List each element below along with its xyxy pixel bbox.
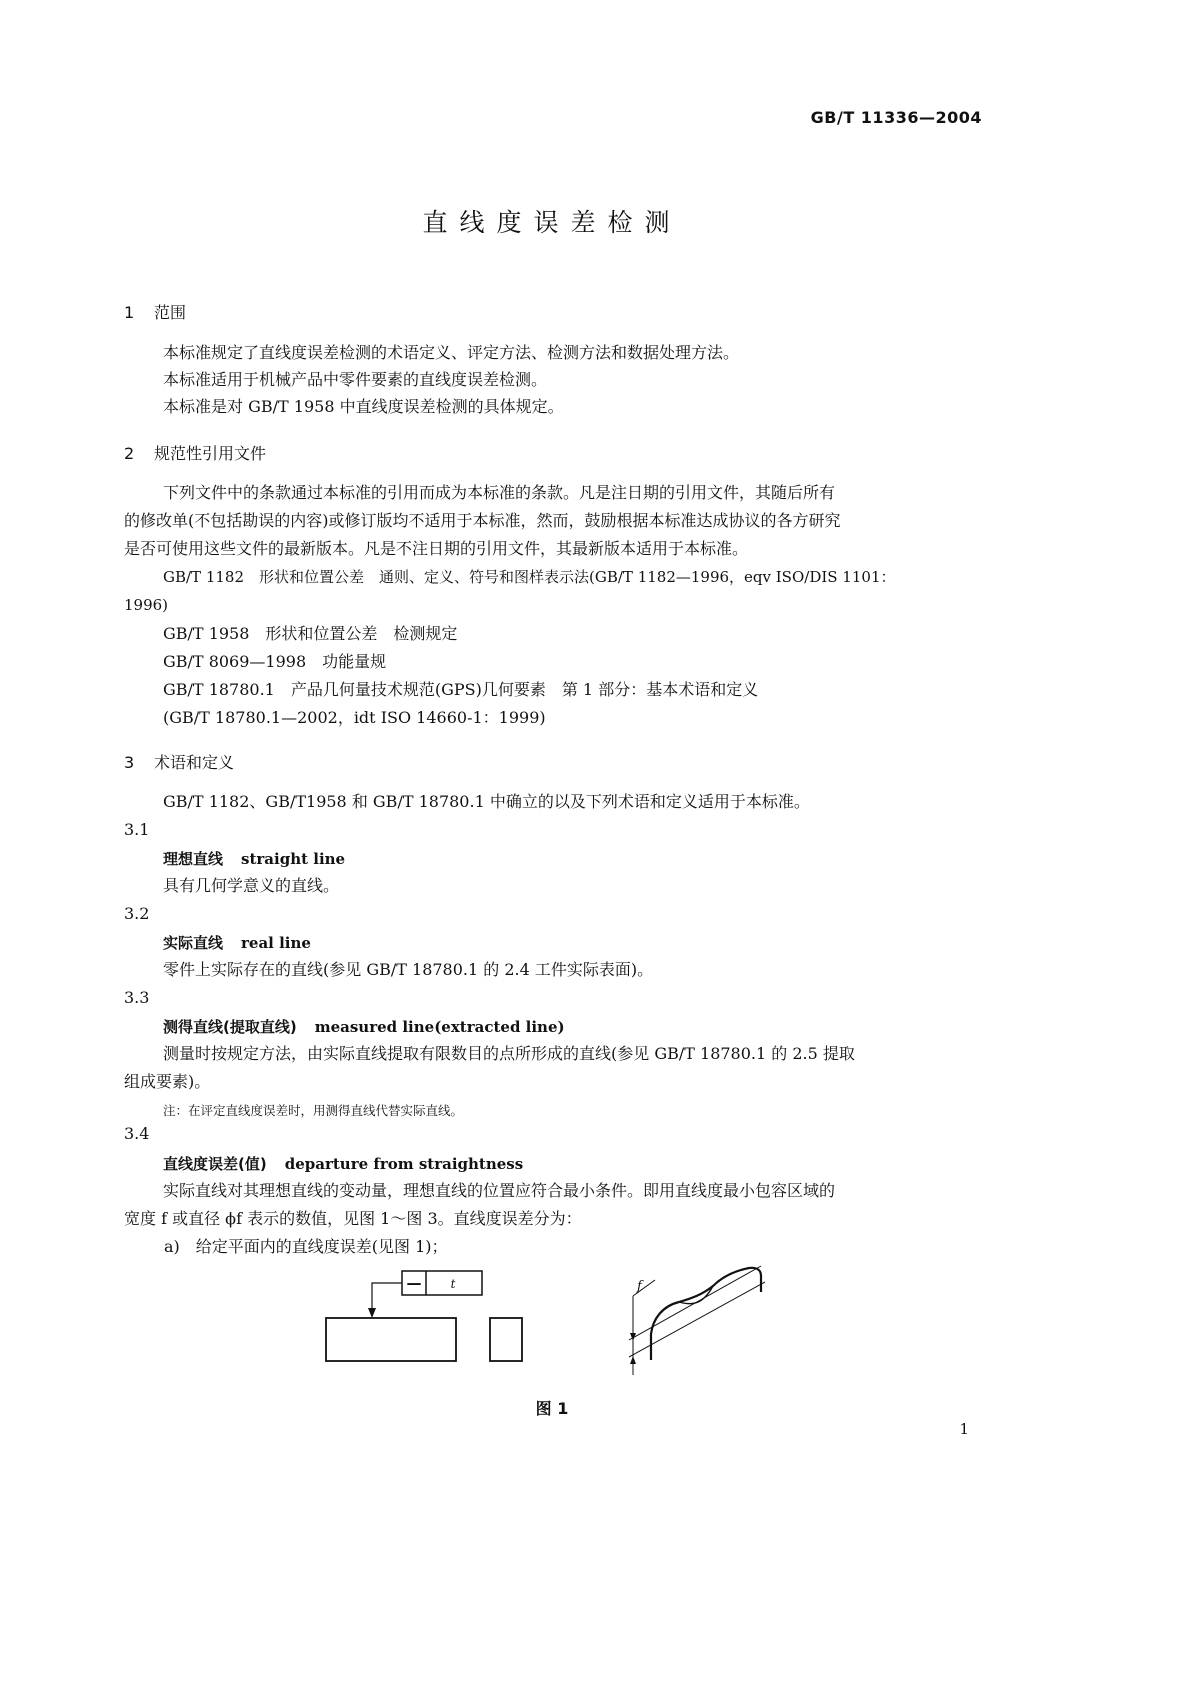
clause-number: 3.3 [124, 988, 150, 1007]
paragraph: 本标准是对 GB/T 1958 中直线度误差检测的具体规定。 [163, 397, 564, 416]
term-heading [163, 932, 311, 953]
paragraph: 本标准适用于机械产品中零件要素的直线度误差检测。 [163, 370, 548, 389]
section-heading-2 [124, 441, 266, 464]
section-number: 3 [124, 753, 135, 772]
tolerance-value: t [450, 1277, 456, 1291]
section-title: 规范性引用文件 [154, 444, 267, 463]
definition: 宽度 f 或直径 ϕf 表示的数值，见图 1～图 3。直线度误差分为： [124, 1209, 582, 1228]
straightness-symbol-icon: — [406, 1274, 422, 1292]
part-side-view [490, 1318, 522, 1361]
reference-item: (GB/T 18780.1—2002，idt ISO 14660-1：1999) [163, 708, 546, 727]
reference-item: 1996) [124, 596, 169, 614]
section-number: 1 [124, 303, 135, 322]
leader-arrow-icon [368, 1308, 376, 1318]
paragraph: 下列文件中的条款通过本标准的引用而成为本标准的条款。凡是注日期的引用文件，其随后所有 [163, 483, 836, 502]
paragraph: 是否可使用这些文件的最新版本。凡是不注日期的引用文件，其最新版本适用于本标准。 [124, 539, 749, 558]
section-title: 术语和定义 [154, 753, 235, 772]
term-heading [163, 1016, 565, 1037]
clause-number: 3.2 [124, 904, 150, 923]
list-item: a) 给定平面内的直线度误差(见图 1)； [164, 1237, 448, 1256]
paragraph: 的修改单(不包括勘误的内容)或修订版均不适用于本标准，然而，鼓励根据本标准达成协议的各方研究 [124, 511, 841, 530]
paragraph: GB/T 1182、GB/T1958 和 GB/T 18780.1 中确立的以及下列术语和定义适用于本标准。 [163, 792, 810, 811]
dimension-arrow-icon [630, 1356, 636, 1364]
term-heading [163, 848, 345, 869]
leader-line [372, 1283, 402, 1310]
term-cn: 测得直线(提取直线) [163, 1018, 297, 1036]
reference-item: GB/T 1958 形状和位置公差 检测规定 [163, 624, 458, 643]
term-heading [163, 1153, 523, 1174]
zone-boundary-line [629, 1282, 765, 1357]
clause-number: 3.1 [124, 820, 150, 839]
term-en: measured line(extracted line) [314, 1018, 565, 1036]
term-cn: 实际直线 [163, 934, 224, 952]
term-en: departure from straightness [284, 1155, 524, 1173]
page-number: 1 [959, 1420, 969, 1438]
term-en: real line [241, 934, 311, 952]
definition: 零件上实际存在的直线(参见 GB/T 18780.1 的 2.4 工件实际表面)。 [163, 960, 654, 979]
zone-width-label: f [637, 1279, 642, 1294]
reference-item: GB/T 8069—1998 功能量规 [163, 652, 387, 671]
section-heading-3 [124, 750, 234, 773]
document-code: GB/T 11336—2004 [810, 108, 982, 127]
figure1-drawing-right [615, 1262, 775, 1377]
definition: 组成要素)。 [124, 1072, 211, 1091]
definition: 测量时按规定方法，由实际直线提取有限数目的点所形成的直线(参见 GB/T 18780.1 的 2.5 提取 [163, 1044, 855, 1063]
definition: 具有几何学意义的直线。 [163, 876, 340, 895]
part-front-view [326, 1318, 456, 1361]
figure1-drawing-left [318, 1266, 538, 1366]
reference-item: GB/T 18780.1 产品几何量技术规范(GPS)几何要素 第 1 部分：基本术语和定义 [163, 680, 759, 699]
section-number: 2 [124, 444, 135, 463]
definition: 实际直线对其理想直线的变动量，理想直线的位置应符合最小条件。即用直线度最小包容区域的 [163, 1181, 836, 1200]
actual-profile-curve [651, 1268, 761, 1360]
note: 注：在评定直线度误差时，用测得直线代替实际直线。 [163, 1103, 464, 1118]
term-en: straight line [241, 850, 346, 868]
paragraph: 本标准规定了直线度误差检测的术语定义、评定方法、检测方法和数据处理方法。 [163, 343, 740, 362]
section-title: 范围 [154, 303, 187, 322]
term-cn: 理想直线 [163, 850, 224, 868]
reference-item: GB/T 1182 形状和位置公差 通则、定义、符号和图样表示法(GB/T 1182—1996，eqv ISO/DIS 1101： [163, 568, 896, 586]
document-title: 直线度误差检测 [422, 208, 682, 237]
section-heading-1 [124, 300, 186, 323]
figure-caption: 图 1 [535, 1399, 569, 1418]
term-cn: 直线度误差(值) [163, 1155, 267, 1173]
clause-number: 3.4 [124, 1124, 150, 1143]
